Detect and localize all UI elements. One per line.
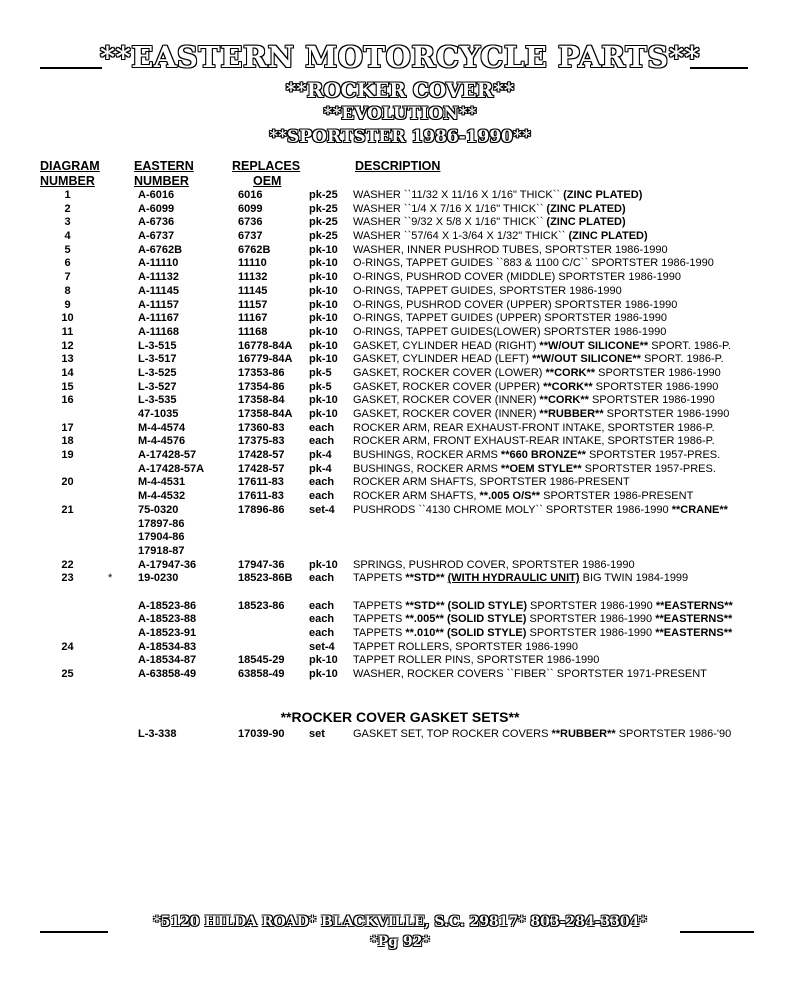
oem-number: 16779-84A: [238, 353, 293, 366]
eastern-number: L-3-515: [138, 339, 177, 352]
eastern-number: L-3-527: [138, 380, 177, 393]
oem-number: 11157: [238, 298, 268, 311]
oem-number: 17358-84: [238, 394, 285, 407]
description-fragment: GASKET SET, TOP ROCKER COVERS: [353, 728, 552, 740]
oem-number: 18523-86B: [238, 572, 293, 585]
engine-subtitle: **EVOLUTION**: [323, 104, 477, 124]
pack-quantity: each: [309, 476, 335, 489]
description-fragment: TAPPET ROLLERS, SPORTSTER 1986-1990: [353, 640, 578, 653]
oem-number: 17611-83: [238, 476, 284, 489]
part-description: [353, 600, 733, 612]
gasket-sets-title: **ROCKER COVER GASKET SETS**: [280, 709, 520, 725]
eastern-number: A-18523-86: [138, 599, 197, 612]
oem-number: 63858-49: [238, 668, 285, 681]
part-description: [353, 572, 688, 584]
gasket-set-pack: set: [309, 728, 325, 740]
part-description: [353, 353, 724, 365]
description-fragment: **.005 O/S**: [479, 490, 541, 503]
part-description: [353, 367, 721, 379]
table-row: [0, 490, 800, 504]
part-description: [353, 271, 681, 283]
diagram-number: 24: [61, 640, 74, 653]
oem-number: 6736: [238, 216, 263, 229]
table-row: [0, 381, 800, 395]
oem-number: 6737: [238, 230, 263, 243]
pack-quantity: each: [309, 627, 335, 639]
description-fragment: GASKET, ROCKER COVER (LOWER): [353, 366, 546, 379]
footer-address: *5120 HILDA ROAD* BLACKVILLE, S.C. 29817* 803-284-3304*: [153, 914, 647, 930]
part-description: [353, 408, 729, 420]
gasket-set-oem-number: 17039-90: [238, 728, 285, 740]
part-description: [353, 449, 720, 461]
pack-quantity: pk-5: [309, 366, 332, 379]
parts-table: [0, 189, 800, 682]
eastern-number: 47-1035: [138, 408, 179, 420]
eastern-number: A-18523-88: [138, 613, 197, 626]
part-description: [353, 312, 667, 324]
oem-number: 17428-57: [238, 462, 285, 475]
table-row: [0, 367, 800, 381]
eastern-number: 75-0320: [138, 503, 179, 516]
pack-quantity: pk-10: [309, 284, 338, 297]
diagram-number: 15: [61, 380, 74, 393]
description-fragment: WASHER ``11/32 X 11/16 X 1/16" THICK``: [353, 189, 564, 201]
diagram-number: 21: [61, 503, 74, 516]
part-description: [353, 340, 731, 352]
description-fragment: O-RINGS, PUSHROD COVER (MIDDLE) SPORTSTER 1986-1990: [353, 271, 682, 284]
description-fragment: O-RINGS, TAPPET GUIDES ``883 & 1100 C/C`` SPORTSTER 1986-1990: [353, 257, 714, 270]
description-fragment: **CRANE**: [671, 503, 728, 516]
table-row: [0, 408, 800, 422]
description-fragment: TAPPETS: [353, 572, 406, 585]
eastern-number: A-11167: [138, 312, 179, 325]
oem-number: 17358-84A: [238, 408, 293, 420]
description-fragment: TAPPETS: [353, 627, 406, 639]
table-row: [0, 531, 800, 545]
oem-number: 11168: [238, 325, 268, 338]
description-fragment: **EASTERNS**: [655, 613, 733, 626]
description-fragment: SPORT. 1986-P.: [648, 339, 731, 352]
header-rule-right: [690, 67, 748, 69]
description-fragment: (ZINC PLATED): [546, 202, 626, 215]
description-fragment: BIG TWIN 1984-1999: [579, 572, 689, 585]
description-fragment: WASHER ``9/32 X 5/8 X 1/16" THICK``: [353, 216, 547, 229]
description-fragment: GASKET, CYLINDER HEAD (LEFT): [353, 353, 533, 366]
diagram-number: 8: [64, 284, 71, 297]
table-row: [0, 668, 800, 682]
pack-quantity: pk-10: [309, 668, 338, 681]
description-fragment: SPORTSTER 1986-1990: [595, 366, 721, 379]
part-description: [353, 476, 630, 488]
oem-number: 17428-57: [238, 449, 285, 462]
table-row: [0, 299, 800, 313]
part-description: [353, 668, 707, 680]
part-description: [353, 641, 578, 653]
description-fragment: **CORK**: [539, 394, 589, 407]
table-row: [0, 641, 800, 655]
eastern-number: A-6762B: [138, 243, 183, 256]
gasket-set-description: [353, 728, 731, 740]
diagram-number: 9: [64, 298, 71, 311]
company-title: **EASTERN MOTORCYCLE PARTS**: [99, 40, 701, 74]
diagram-number: 22: [61, 558, 74, 571]
eastern-number: 17897-86: [138, 517, 185, 530]
pack-quantity: pk-10: [309, 339, 338, 352]
diagram-number: 17: [61, 421, 74, 434]
oem-number: 17611-83: [238, 490, 284, 503]
diagram-number: 11: [61, 325, 74, 338]
part-description: [353, 216, 626, 228]
description-fragment: **STD**: [405, 572, 445, 585]
diagram-number: 7: [64, 271, 71, 284]
eastern-number: A-17428-57: [138, 449, 197, 462]
part-description: [353, 230, 648, 242]
table-row: [0, 257, 800, 271]
oem-number: 17353-86: [238, 366, 285, 379]
description-fragment: ROCKER ARM, REAR EXHAUST-FRONT INTAKE, SPORTSTER 1986-P.: [353, 421, 715, 434]
table-row: [0, 572, 800, 586]
diagram-number: 20: [61, 476, 74, 489]
pack-quantity: pk-10: [309, 394, 338, 407]
diagram-number: 25: [61, 668, 74, 681]
pack-quantity: pk-10: [309, 312, 338, 325]
description-fragment: O-RINGS, TAPPET GUIDES (UPPER) SPORTSTER 1986-1990: [353, 312, 667, 325]
oem-number: 18523-86: [238, 599, 285, 612]
eastern-number: M-4-4576: [138, 435, 186, 448]
table-row: [0, 326, 800, 340]
pack-quantity: pk-25: [309, 230, 338, 243]
oem-number: 11167: [238, 312, 268, 325]
diagram-number: 6: [64, 257, 71, 270]
pack-quantity: each: [309, 599, 335, 612]
oem-number: 16778-84A: [238, 339, 293, 352]
oem-number: 6099: [238, 202, 263, 215]
eastern-number: M-4-4574: [138, 421, 186, 434]
description-fragment: WASHER ``1/4 X 7/16 X 1/16" THICK``: [353, 202, 547, 215]
part-description: [353, 381, 718, 393]
description-fragment: O-RINGS, TAPPET GUIDES, SPORTSTER 1986-1990: [353, 284, 622, 297]
pack-quantity: each: [309, 435, 335, 448]
oem-number: 17354-86: [238, 380, 285, 393]
pack-quantity: pk-25: [309, 189, 338, 201]
eastern-number: A-11110: [138, 257, 179, 270]
col-replaces-line1: REPLACES: [232, 159, 301, 173]
pack-quantity: set-4: [309, 640, 335, 653]
pack-quantity: each: [309, 613, 335, 626]
pack-quantity: pk-10: [309, 558, 338, 571]
description-fragment: GASKET, CYLINDER HEAD (RIGHT): [353, 339, 540, 352]
table-row: [0, 476, 800, 490]
eastern-number: A-11145: [138, 284, 179, 297]
description-fragment: **660 BRONZE**: [500, 449, 586, 462]
eastern-number: L-3-535: [138, 394, 177, 407]
diagram-number: 3: [64, 216, 71, 229]
table-row: [0, 340, 800, 354]
eastern-number: 19-0230: [138, 572, 179, 585]
part-description: [353, 559, 635, 571]
eastern-number: 17904-86: [138, 531, 185, 544]
oem-number: 11132: [238, 271, 268, 284]
diagram-number: 2: [64, 202, 71, 215]
part-description: [353, 285, 622, 297]
description-fragment: **EASTERNS**: [655, 627, 733, 639]
pack-quantity: pk-5: [309, 380, 332, 393]
description-fragment: WASHER, INNER PUSHROD TUBES, SPORTSTER 1986-1990: [353, 243, 668, 256]
table-row: [0, 586, 800, 600]
table-row: [0, 463, 800, 477]
table-row: [0, 216, 800, 230]
eastern-number: M-4-4532: [138, 490, 186, 503]
eastern-number: A-18534-87: [138, 654, 197, 667]
description-fragment: ROCKER ARM, FRONT EXHAUST-REAR INTAKE, SPORTSTER 1986-P.: [353, 435, 715, 448]
description-fragment: SPORTSTER 1986-1990: [592, 380, 719, 393]
pack-quantity: pk-4: [309, 449, 332, 462]
pack-quantity: pk-10: [309, 298, 338, 311]
diagram-number: 4: [64, 230, 71, 243]
table-row: [0, 285, 800, 299]
description-fragment: **RUBBER**: [539, 408, 604, 420]
diagram-number: 10: [61, 312, 74, 325]
eastern-number: A-6016: [138, 189, 175, 201]
diagram-number: 18: [61, 435, 74, 448]
gasket-set-row: [0, 728, 800, 742]
description-fragment: (ZINC PLATED): [563, 189, 643, 201]
table-row: [0, 545, 800, 559]
part-description: [353, 422, 715, 434]
description-fragment: SPORTSTER 1986-PRESENT: [540, 490, 694, 503]
col-replaces-line2: OEM: [253, 174, 282, 188]
col-diagram-line1: DIAGRAM: [40, 159, 100, 173]
part-description: [353, 613, 732, 625]
description-fragment: GASKET, ROCKER COVER (INNER): [353, 394, 540, 407]
description-fragment: WASHER ``57/64 X 1-3/64 X 1/32" THICK``: [353, 230, 569, 243]
table-row: [0, 312, 800, 326]
description-fragment: **W/OUT SILICONE**: [532, 353, 641, 366]
description-fragment: SPORTSTER 1957-PRES.: [581, 462, 716, 475]
section-title: **ROCKER COVER**: [285, 78, 515, 102]
model-subtitle: **SPORTSTER 1986-1990**: [269, 127, 531, 147]
eastern-number: A-63858-49: [138, 668, 197, 681]
table-row: [0, 654, 800, 668]
gasket-set-eastern-number: L-3-338: [138, 728, 177, 740]
eastern-number: A-18523-91: [138, 627, 197, 639]
oem-number: 6016: [238, 189, 263, 201]
diagram-number: 1: [64, 189, 71, 201]
description-fragment: TAPPETS: [353, 613, 406, 626]
description-fragment: **OEM STYLE**: [500, 462, 582, 475]
col-description: DESCRIPTION: [355, 159, 441, 173]
table-row: [0, 203, 800, 217]
eastern-number: M-4-4531: [138, 476, 186, 489]
oem-number: 18545-29: [238, 654, 285, 667]
description-fragment: (ZINC PLATED): [546, 216, 626, 229]
table-row: [0, 271, 800, 285]
diagram-number: 14: [61, 366, 74, 379]
eastern-number: A-17947-36: [138, 558, 197, 571]
description-fragment: SPORTSTER 1986-1990: [527, 599, 656, 612]
diagram-number: 12: [61, 339, 74, 352]
description-fragment: (ZINC PLATED): [568, 230, 648, 243]
description-fragment: TAPPETS: [353, 599, 406, 612]
part-description: [353, 394, 715, 406]
diagram-number: 19: [61, 449, 74, 462]
col-eastern-line1: EASTERN: [134, 159, 194, 173]
description-fragment: SPORTSTER 1986-1990: [603, 408, 730, 420]
footer-rule-left: [40, 931, 108, 933]
eastern-number: A-6737: [138, 230, 175, 243]
oem-number: 17360-83: [238, 421, 285, 434]
pack-quantity: pk-10: [309, 654, 338, 667]
pack-quantity: set-4: [309, 503, 335, 516]
row-marker: *: [108, 572, 113, 585]
description-fragment: SPORTSTER 1986-1990: [526, 627, 656, 639]
col-diagram-line2: NUMBER: [40, 174, 95, 188]
description-fragment: **.010** (SOLID STYLE): [405, 627, 527, 639]
description-fragment: ROCKER ARM SHAFTS, SPORTSTER 1986-PRESENT: [353, 476, 630, 489]
description-fragment: BUSHINGS, ROCKER ARMS: [353, 449, 501, 462]
description-fragment: ROCKER ARM SHAFTS,: [353, 490, 480, 503]
table-row: [0, 435, 800, 449]
description-fragment: PUSHRODS ``4130 CHROME MOLY`` SPORTSTER 1986-1990: [353, 503, 672, 516]
col-eastern-line2: NUMBER: [134, 174, 189, 188]
description-fragment: GASKET, ROCKER COVER (INNER): [353, 408, 540, 420]
oem-number: 17896-86: [238, 503, 285, 516]
part-description: [353, 627, 732, 639]
description-fragment: **CORK**: [543, 380, 593, 393]
part-description: [353, 203, 626, 215]
table-row: [0, 230, 800, 244]
description-fragment: BUSHINGS, ROCKER ARMS: [353, 462, 501, 475]
eastern-number: A-11168: [138, 325, 179, 338]
description-fragment: **RUBBER**: [551, 728, 616, 740]
table-row: [0, 189, 800, 203]
description-fragment: (WITH HYDRAULIC UNIT): [447, 572, 580, 585]
description-fragment: O-RINGS, PUSHROD COVER (UPPER) SPORTSTER 1986-1990: [353, 298, 678, 311]
diagram-number: 5: [64, 243, 71, 256]
description-fragment: SPORTSTER 1986-1990: [526, 613, 656, 626]
part-description: [353, 463, 716, 475]
table-row: [0, 559, 800, 573]
table-row: [0, 449, 800, 463]
eastern-number: A-11157: [138, 298, 179, 311]
table-row: [0, 353, 800, 367]
description-fragment: O-RINGS, TAPPET GUIDES(LOWER) SPORTSTER 1986-1990: [353, 325, 667, 338]
oem-number: 11110: [238, 257, 267, 270]
eastern-number: L-3-525: [138, 366, 177, 379]
eastern-number: L-3-517: [138, 353, 177, 366]
part-description: [353, 490, 693, 502]
part-description: [353, 244, 668, 256]
diagram-number: 13: [61, 353, 74, 366]
eastern-number: A-11132: [138, 271, 179, 284]
description-fragment: **.005** (SOLID STYLE): [405, 613, 527, 626]
diagram-number: 16: [61, 394, 74, 407]
description-fragment: **CORK**: [545, 366, 596, 379]
part-description: [353, 326, 666, 338]
pack-quantity: pk-10: [309, 243, 338, 256]
eastern-number: A-6099: [138, 202, 175, 215]
oem-number: 6762B: [238, 243, 271, 256]
part-description: [353, 504, 728, 516]
table-row: [0, 518, 800, 532]
table-row: [0, 613, 800, 627]
description-fragment: SPRINGS, PUSHROD COVER, SPORTSTER 1986-1990: [353, 558, 635, 571]
pack-quantity: pk-10: [309, 325, 338, 338]
description-fragment: GASKET, ROCKER COVER (UPPER): [353, 380, 544, 393]
table-row: [0, 627, 800, 641]
oem-number: 11145: [238, 284, 268, 297]
pack-quantity: each: [309, 421, 335, 434]
description-fragment: **W/OUT SILICONE**: [539, 339, 649, 352]
table-row: [0, 504, 800, 518]
eastern-number: A-18534-83: [138, 640, 197, 653]
eastern-number: A-6736: [138, 216, 175, 229]
table-row: [0, 244, 800, 258]
description-fragment: SPORTSTER 1986-'90: [615, 728, 732, 740]
pack-quantity: pk-10: [309, 257, 338, 270]
oem-number: 17947-36: [238, 558, 285, 571]
eastern-number: A-17428-57A: [138, 462, 205, 475]
description-fragment: SPORTSTER 1957-PRES.: [585, 449, 721, 462]
description-fragment: **EASTERNS**: [655, 599, 733, 612]
pack-quantity: pk-10: [309, 271, 338, 284]
description-fragment: SPORT. 1986-P.: [640, 353, 724, 366]
pack-quantity: pk-4: [309, 462, 332, 475]
part-description: [353, 257, 714, 269]
footer-rule-right: [680, 931, 754, 933]
pack-quantity: pk-10: [309, 408, 338, 420]
pack-quantity: each: [309, 490, 335, 503]
table-row: [0, 600, 800, 614]
description-fragment: TAPPET ROLLER PINS, SPORTSTER 1986-1990: [353, 654, 600, 667]
table-row: [0, 394, 800, 408]
description-fragment: WASHER, ROCKER COVERS ``FIBER`` SPORTSTER 1971-PRESENT: [353, 668, 707, 681]
description-fragment: **STD** (SOLID STYLE): [405, 599, 527, 612]
description-fragment: SPORTSTER 1986-1990: [588, 394, 715, 407]
oem-number: 17375-83: [238, 435, 285, 448]
pack-quantity: pk-10: [309, 353, 338, 366]
part-description: [353, 299, 677, 311]
part-description: [353, 654, 599, 666]
diagram-number: 23: [61, 572, 74, 585]
page-number: *Pg 92*: [370, 934, 430, 950]
eastern-number: 17918-87: [138, 544, 185, 557]
part-description: [353, 189, 642, 201]
pack-quantity: pk-25: [309, 202, 338, 215]
pack-quantity: pk-25: [309, 216, 338, 229]
table-row: [0, 422, 800, 436]
part-description: [353, 435, 715, 447]
pack-quantity: each: [309, 572, 335, 585]
